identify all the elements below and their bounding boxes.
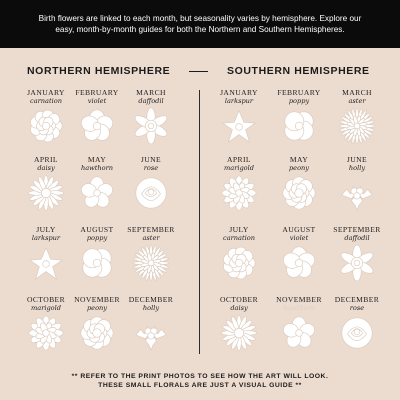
month-cell <box>268 296 330 358</box>
flower-name: violet <box>289 234 309 242</box>
month-name: DECEMBER <box>128 295 174 304</box>
flower-name: violet <box>87 97 107 105</box>
larkspur-icon <box>27 244 65 282</box>
month-cell <box>66 156 128 218</box>
month-name: SEPTEMBER <box>127 225 175 234</box>
month-name: AUGUST <box>282 225 316 234</box>
month-name: MARCH <box>342 88 372 97</box>
footnote-line-2: THESE SMALL FLORALS ARE JUST A VISUAL GUIDE ** <box>98 382 302 389</box>
month-name: AUGUST <box>80 225 114 234</box>
flower-name: holly <box>348 164 366 172</box>
month-cell <box>66 89 128 151</box>
month-name: JULY <box>229 225 249 234</box>
flower-name: carnation <box>30 97 62 105</box>
month-cell <box>326 226 388 288</box>
month-name: JUNE <box>346 155 368 164</box>
flower-name: marigold <box>31 304 61 312</box>
month-name: MAY <box>289 155 309 164</box>
month-name: NOVEMBER <box>276 295 322 304</box>
month-name: JANUARY <box>27 88 65 97</box>
holly-icon <box>132 314 170 352</box>
northern-hemisphere-title: NORTHERN HEMISPHERE <box>27 65 171 77</box>
month-name: FEBRUARY <box>75 88 119 97</box>
southern-hemisphere-title: SOUTHERN HEMISPHERE <box>227 65 370 77</box>
month-name: MARCH <box>136 88 166 97</box>
hawthorn-icon <box>280 314 318 352</box>
poppy-icon <box>78 244 116 282</box>
peony-icon <box>78 314 116 352</box>
hawthorn-icon <box>78 174 116 212</box>
month-cell <box>268 156 330 218</box>
month-cell <box>66 226 128 288</box>
carnation-icon <box>220 244 258 282</box>
month-name: MAY <box>87 155 107 164</box>
violet-icon <box>280 244 318 282</box>
daffodil-icon <box>132 107 170 145</box>
month-cell <box>208 89 270 151</box>
flower-name: hawthorn <box>80 164 114 172</box>
month-name: APRIL <box>34 155 58 164</box>
month-name: FEBRUARY <box>277 88 321 97</box>
header-dash <box>189 71 208 72</box>
intro-text: Birth flowers are linked to each month, but seasonality varies by hemisphere. Explore our easy, month-by-month guides for both the Northern and Southern Hemispheres. <box>38 14 362 34</box>
aster-icon <box>132 244 170 282</box>
month-cell <box>120 156 182 218</box>
month-name: JUNE <box>140 155 162 164</box>
month-cell <box>268 89 330 151</box>
flower-name: poppy <box>86 234 108 242</box>
month-name: OCTOBER <box>219 295 259 304</box>
aster-icon <box>338 107 376 145</box>
month-name: NOVEMBER <box>74 295 120 304</box>
month-name: APRIL <box>227 155 251 164</box>
larkspur-icon <box>220 107 258 145</box>
month-cell <box>120 226 182 288</box>
rose-icon <box>338 314 376 352</box>
footnote <box>0 372 400 390</box>
hemisphere-divider <box>199 90 200 354</box>
flower-name: rose <box>349 304 365 312</box>
month-cell <box>268 226 330 288</box>
flower-name: poppy <box>288 97 310 105</box>
flower-name: peony <box>86 304 108 312</box>
month-cell <box>66 296 128 358</box>
carnation-icon <box>27 107 65 145</box>
flower-name: larkspur <box>224 97 254 105</box>
month-name: OCTOBER <box>26 295 66 304</box>
flower-name: rose <box>143 164 159 172</box>
daisy-icon <box>27 174 65 212</box>
intro-banner <box>0 0 400 48</box>
flower-name: aster <box>348 97 366 105</box>
month-name: JANUARY <box>220 88 258 97</box>
marigold-icon <box>27 314 65 352</box>
flower-name: daisy <box>37 164 55 172</box>
violet-icon <box>78 107 116 145</box>
holly-icon <box>338 174 376 212</box>
month-cell <box>208 296 270 358</box>
marigold-icon <box>220 174 258 212</box>
rose-icon <box>132 174 170 212</box>
daffodil-icon <box>338 244 376 282</box>
peony-icon <box>280 174 318 212</box>
flower-name: carnation <box>223 234 255 242</box>
flower-name: daisy <box>230 304 248 312</box>
flower-name: daffodil <box>344 234 370 242</box>
flower-name: holly <box>142 304 160 312</box>
month-cell <box>120 89 182 151</box>
daisy-icon <box>220 314 258 352</box>
month-cell <box>326 296 388 358</box>
month-cell <box>208 226 270 288</box>
month-name: DECEMBER <box>334 295 380 304</box>
footnote-line-1: ** REFER TO THE PRINT PHOTOS TO SEE HOW THE ART WILL LOOK. <box>71 373 329 380</box>
month-cell <box>326 156 388 218</box>
month-cell <box>326 89 388 151</box>
flower-name: hawthorn <box>282 304 316 312</box>
month-cell <box>208 156 270 218</box>
flower-name: daffodil <box>138 97 164 105</box>
poppy-icon <box>280 107 318 145</box>
flower-name: larkspur <box>31 234 61 242</box>
flower-name: aster <box>142 234 160 242</box>
month-name: JULY <box>36 225 56 234</box>
month-name: SEPTEMBER <box>333 225 381 234</box>
flower-name: marigold <box>224 164 254 172</box>
month-cell <box>120 296 182 358</box>
flower-name: peony <box>288 164 310 172</box>
